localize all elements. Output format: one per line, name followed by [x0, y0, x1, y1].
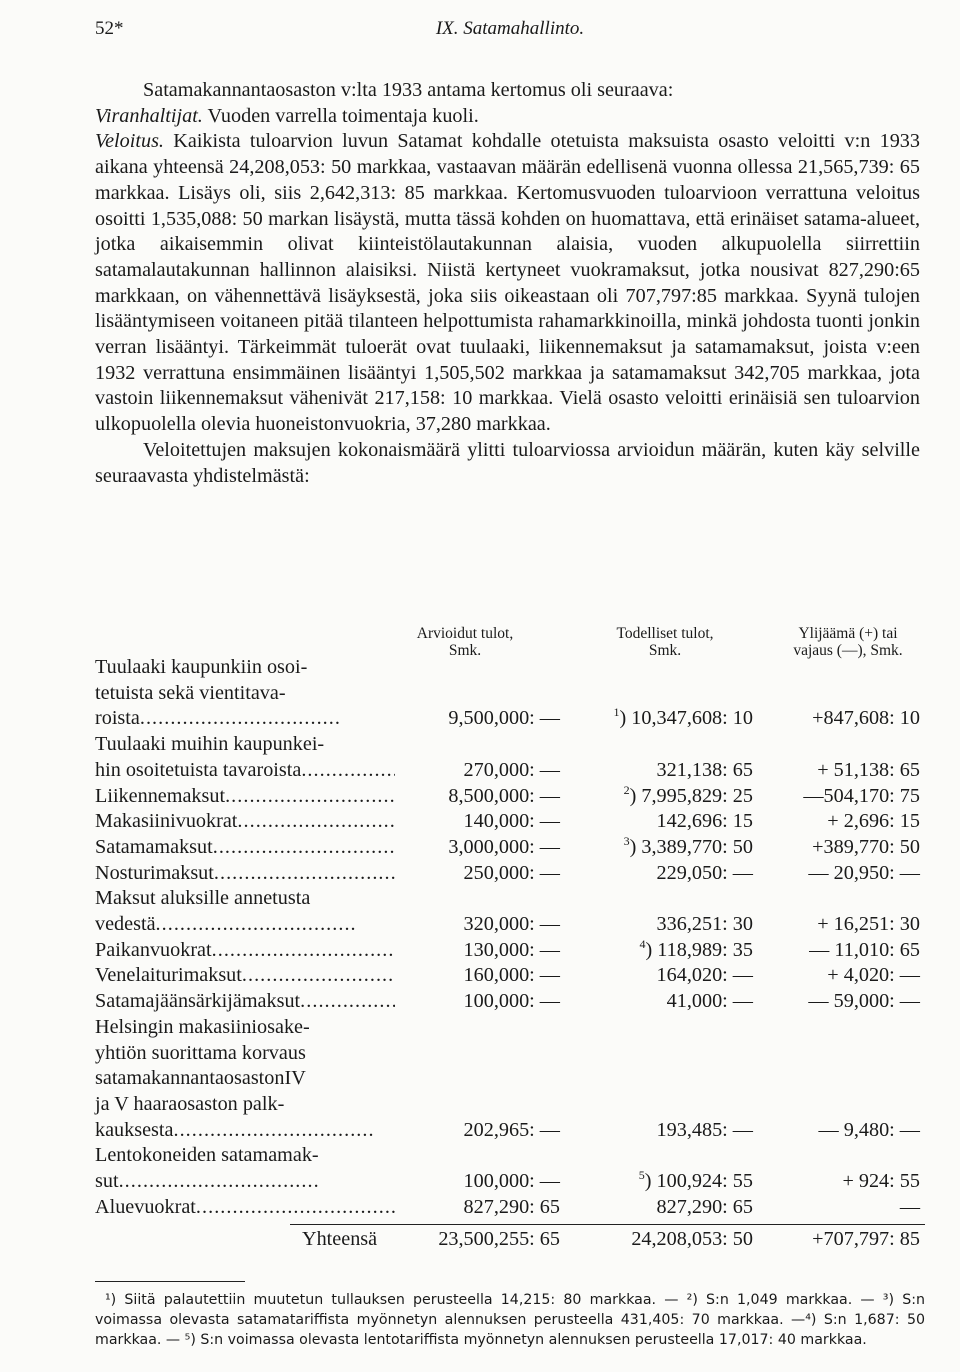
page-header	[95, 18, 925, 48]
cell-actual	[624, 835, 753, 861]
row-label-last-line	[95, 758, 395, 784]
table-row	[95, 809, 925, 835]
cell-actual	[614, 706, 753, 732]
footnote-rule	[95, 1281, 245, 1282]
row-label-text: Paikanvuokrat	[95, 938, 212, 961]
cell-actual	[657, 963, 753, 989]
total-actual: 24,208,053: 50	[631, 1228, 753, 1251]
dot-leader	[214, 861, 395, 887]
row-label-text: Nosturimaksut	[95, 861, 214, 884]
cell-actual	[657, 861, 753, 887]
cell-actual	[667, 989, 753, 1015]
cell-actual-value: 41,000: —	[666, 990, 753, 1013]
row-label-text: Makasiinivuokrat	[95, 810, 238, 833]
row-label-text: hin osoitetuista tavaroista	[95, 758, 302, 781]
cell-estimated: 100,000: —	[463, 1170, 560, 1193]
row-label-last-line	[95, 1118, 395, 1144]
cell-actual-value: ) 100,924: 55	[644, 1170, 753, 1193]
row-label-text: Satamajäänsärkijämaksut	[95, 990, 301, 1013]
cell-estimated: 9,500,000: —	[448, 707, 560, 730]
row-label	[95, 1195, 395, 1221]
cell-difference: — 20,950: —	[808, 861, 920, 884]
table-row	[95, 938, 925, 964]
table-row	[95, 886, 925, 937]
row-label	[95, 835, 395, 861]
row-label-line: Helsingin makasiiniosake-	[95, 1015, 310, 1038]
cell-difference: —504,170: 75	[803, 784, 920, 807]
total-estimated: 23,500,255: 65	[438, 1228, 560, 1251]
revenue-table	[95, 655, 925, 1255]
footnote-marker: 5	[638, 1168, 645, 1183]
row-label-line: tetuista sekä vientitava-	[95, 681, 286, 704]
total-label: Yhteensä	[302, 1228, 378, 1251]
row-label-last-line	[95, 963, 395, 989]
cell-estimated: 100,000: —	[463, 990, 560, 1013]
row-label-last-line	[95, 835, 395, 861]
table-row	[95, 1143, 925, 1194]
cell-difference: — 11,010: 65	[809, 938, 920, 961]
row-label-line: ja V haaraosaston palk-	[95, 1092, 285, 1115]
row-label-line: yhtiön suorittama korvaus	[95, 1041, 306, 1064]
cell-actual-value: 164,020: —	[656, 964, 753, 987]
cell-estimated: 8,500,000: —	[448, 784, 560, 807]
cell-estimated: 827,290: 65	[463, 1195, 560, 1218]
footnote-marker: 1	[613, 705, 620, 720]
intro-paragraph: Satamakannantaosaston v:lta 1933 antama kertomus oli seuraava:	[143, 79, 674, 101]
dot-leader	[212, 938, 395, 964]
footnotes	[95, 1290, 925, 1350]
column-header-estimated-line: Arvioidut tulot,	[416, 625, 514, 642]
cell-actual-value: 321,138: 65	[656, 758, 753, 781]
viranhaltijat-text: Vuoden varrella toimentaja kuoli.	[202, 104, 479, 127]
row-label-line: Tuulaaki kaupunkiin osoi-	[95, 656, 308, 678]
cell-difference: +389,770: 50	[812, 835, 920, 858]
footnote-marker: 4	[639, 936, 646, 951]
row-label	[95, 1143, 395, 1194]
row-label-line: Lentokoneiden satamamak-	[95, 1144, 319, 1167]
table-row	[95, 784, 925, 810]
row-label-text: Venelaiturimaksut	[95, 964, 242, 987]
cell-actual-value: 827,290: 65	[656, 1195, 753, 1218]
viranhaltijat-label: Viranhaltijat.	[95, 104, 203, 127]
cell-actual	[657, 1195, 753, 1221]
lead-in-paragraph: Veloitettujen maksujen kokonaismäärä ylitti tuloarviossa arvioidun määrän, kuten käy selville seuraavasta yhdistelmästä:	[95, 438, 920, 487]
cell-difference: + 2,696: 15	[827, 810, 920, 833]
cell-difference: + 4,020: —	[827, 964, 920, 987]
cell-difference: + 51,138: 65	[817, 758, 920, 781]
cell-estimated: 3,000,000: —	[448, 835, 560, 858]
cell-difference: —	[899, 1195, 920, 1218]
dot-leader	[242, 963, 395, 989]
veloitus-text: Kaikista tuloarvion luvun Satamat kohdalle otetuista maksuista osasto veloitti v:n 1933 aikana yhteensä 24,208,053: 50 markkaa, vastaavan määrän edellisenä vuonna ollessa 21,565,739: 65 markkaa. Lisäys oli, siis 2,642,313: 85 markkaa. Kertomusvuoden tuloarvioon verrattuna veloitus osoitti 1,535,088: 50 markan lisäystä, mutta tässä kohden on huomattava, että erinäiset satama-alueet, jotka aikaisemmin olivat kiinteistölautakunnan alaisia, vuoden alkupuolella siirrettiin satamalautakunnan hallinnon alaisiksi. Niistä kertyneet vuokramaksut, jotka nousivat 827,290:65 markkaan, on vähennettävä lisäyksestä, joka siis oikeastaan oli 707,797:85 markkaa. Syynä tulojen lisääntymiseen voitaneen pitää tilanteen helpottumista rahamarkkinoilla, minkä johdosta tuonti jonkin verran lisääntyi. Tärkeimmät tuloerät ovat tuulaaki, liikennemaksut ja satamamaksut, joista v:een 1932 verrattuna ensimmäinen lisääntyi 1,505,502 markkaa ja satamamaksut 342,705 markkaa, jota vastoin liikennemaksut vähenivät 217,158: 10 markkaa. Vielä osasto veloitti erinäisiä sen tuloarvion ulkopuolella olevia huoneistonvuokria, 37,280 markkaa.	[95, 130, 920, 436]
veloitus-label: Veloitus.	[95, 130, 164, 153]
cell-difference: + 924: 55	[842, 1170, 920, 1193]
cell-estimated: 130,000: —	[463, 938, 560, 961]
cell-actual-value: ) 3,389,770: 50	[629, 835, 753, 858]
row-label-text: vedestä	[95, 913, 156, 936]
table-row	[95, 835, 925, 861]
viranhaltijat-paragraph	[95, 104, 920, 130]
cell-difference: +847,608: 10	[812, 707, 920, 730]
cell-actual	[639, 1169, 753, 1195]
cell-estimated: 250,000: —	[463, 861, 560, 884]
dot-leader	[156, 912, 395, 938]
cell-actual	[624, 784, 753, 810]
cell-actual-value: 193,485: —	[656, 1118, 753, 1141]
cell-actual-value: 229,050: —	[656, 861, 753, 884]
dot-leader	[301, 758, 395, 784]
cell-estimated: 140,000: —	[463, 810, 560, 833]
column-header-difference-line: Ylijäämä (+) tai	[798, 625, 898, 642]
column-header-actual	[590, 625, 740, 659]
cell-actual-value: 336,251: 30	[656, 913, 753, 936]
cell-estimated: 270,000: —	[463, 758, 560, 781]
row-label-text: Aluevuokrat	[95, 1195, 196, 1218]
row-label	[95, 1015, 395, 1144]
column-header-estimated	[395, 625, 535, 659]
row-label-text: Liikennemaksut	[95, 784, 226, 807]
footnote-marker: 3	[623, 833, 630, 848]
column-header-estimated-unit: Smk.	[448, 642, 482, 659]
row-label	[95, 861, 395, 887]
row-label-last-line	[95, 938, 395, 964]
dot-leader	[300, 989, 395, 1015]
table-row	[95, 963, 925, 989]
cell-difference: — 59,000: —	[808, 990, 920, 1013]
row-label-line: Maksut aluksille annetusta	[95, 887, 311, 910]
row-label-last-line	[95, 861, 395, 887]
row-label-last-line	[95, 912, 395, 938]
table-row	[95, 1015, 925, 1144]
column-header-difference	[768, 625, 928, 659]
cell-actual	[640, 938, 753, 964]
row-label-text: Satamamaksut	[95, 835, 213, 858]
row-label-last-line	[95, 989, 395, 1015]
totals-row	[290, 1224, 925, 1255]
row-label-last-line	[95, 1169, 395, 1195]
row-label-last-line	[95, 784, 395, 810]
page-number: 52*	[95, 18, 124, 39]
cell-difference: + 16,251: 30	[817, 913, 920, 936]
cell-actual	[657, 758, 753, 784]
dot-leader	[196, 1195, 395, 1221]
row-label-line: satamakannantaosastonIV	[95, 1067, 306, 1090]
footnote-marker: 2	[623, 782, 630, 797]
cell-actual	[657, 809, 753, 835]
row-label	[95, 732, 395, 783]
body-text	[95, 78, 920, 489]
running-title: IX. Satamahallinto.	[435, 18, 585, 39]
row-label-text: sut	[95, 1170, 119, 1193]
cell-actual-value: 142,696: 15	[656, 810, 753, 833]
table-row	[95, 989, 925, 1015]
cell-actual-value: ) 10,347,608: 10	[619, 707, 753, 730]
dot-leader	[140, 706, 395, 732]
cell-difference: — 9,480: —	[818, 1118, 920, 1141]
table-row	[95, 1195, 925, 1221]
row-label-last-line	[95, 1195, 395, 1221]
row-label-text: kauksesta	[95, 1118, 174, 1141]
row-label-last-line	[95, 706, 395, 732]
dot-leader	[213, 835, 395, 861]
dot-leader	[173, 1118, 395, 1144]
column-header-actual-line: Todelliset tulot,	[616, 625, 714, 642]
veloitus-paragraph	[95, 129, 920, 437]
table-row	[95, 655, 925, 732]
row-label-line: Tuulaaki muihin kaupunkei-	[95, 733, 325, 756]
cell-estimated: 320,000: —	[463, 913, 560, 936]
column-header-difference-unit: vajaus (—), Smk.	[793, 642, 903, 659]
column-header-actual-unit: Smk.	[648, 642, 682, 659]
row-label	[95, 655, 395, 732]
row-label	[95, 809, 395, 835]
row-label	[95, 989, 395, 1015]
row-label-last-line	[95, 809, 395, 835]
cell-actual	[657, 1118, 753, 1144]
cell-actual-value: ) 118,989: 35	[645, 938, 753, 961]
table-row	[95, 861, 925, 887]
row-label-text: roista	[95, 707, 140, 730]
cell-actual	[657, 912, 753, 938]
cell-estimated: 160,000: —	[463, 964, 560, 987]
cell-estimated: 202,965: —	[463, 1118, 560, 1141]
row-label	[95, 886, 395, 937]
row-label	[95, 938, 395, 964]
dot-leader	[237, 809, 395, 835]
table-row	[95, 732, 925, 783]
footnotes-text: ¹) Siitä palautettiin muutetun tullauksen perusteella 14,215: 80 markkaa. — ²) S:n 1,049 markkaa. — ³) S:n voimassa olevasta satamatariffista myönnetyn alennuksen perusteella 431,405: 70 markkaa. —⁴) S:n 1,687: 50 markkaa. — ⁵) S:n voimassa olevasta lentotariffista myönnetyn alennuksen perusteella 17,017: 40 markkaa.	[95, 1292, 925, 1348]
cell-actual-value: ) 7,995,829: 25	[629, 784, 753, 807]
row-label	[95, 784, 395, 810]
row-label	[95, 963, 395, 989]
dot-leader	[119, 1169, 395, 1195]
total-difference: +707,797: 85	[812, 1228, 920, 1251]
dot-leader	[225, 784, 395, 810]
